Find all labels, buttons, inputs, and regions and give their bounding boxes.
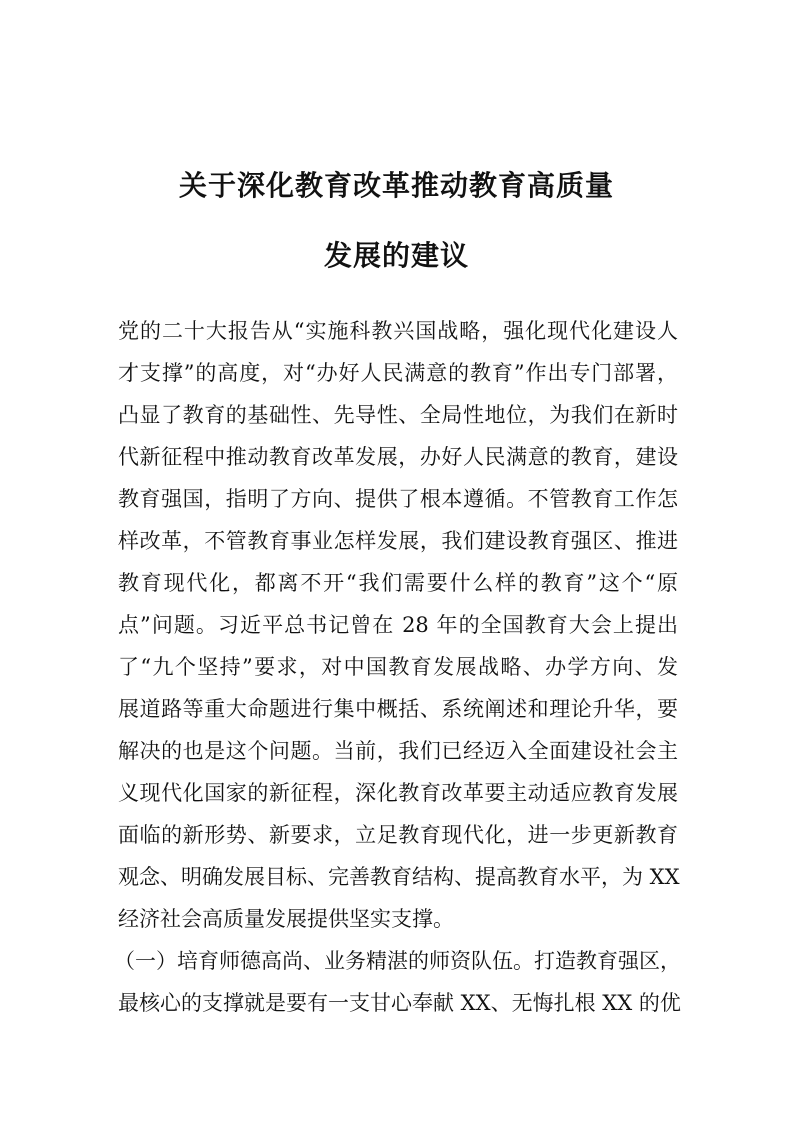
body-line: 代新征程中推动教育改革发展，办好人民满意的教育，建设 [118,445,678,469]
body-line: 党的二十大报告从“实施科教兴国战略，强化现代化建设人 [118,319,678,343]
body-line: 义现代化国家的新征程，深化教育改革要主动适应教育发展 [118,781,678,805]
body-line: 展道路等重大命题进行集中概括、系统阐述和理论升华，要 [118,697,678,721]
body-line: 凸显了教育的基础性、先导性、全局性地位，为我们在新时 [118,403,678,427]
body-line: 教育现代化，都离不开“我们需要什么样的教育”这个“原 [118,571,678,595]
body-line: 了“九个坚持”要求，对中国教育发展战略、办学方向、发 [118,655,678,679]
body-line: 点”问题。习近平总书记曾在 28 年的全国教育大会上提出 [118,613,678,637]
document-body [114,310,681,1024]
body-line: 经济社会高质量发展提供坚实支撑。 [118,907,454,931]
section-heading-line: （一）培育师德高尚、业务精湛的师资队伍。打造教育强区， [114,949,681,973]
body-line: 才支撑”的高度，对“办好人民满意的教育”作出专门部署， [118,361,678,385]
body-line: 最核心的支撑就是要有一支甘心奉献 XX、无悔扎根 XX 的优 [118,991,681,1015]
body-line: 观念、明确发展目标、完善教育结构、提高教育水平，为 XX [118,865,680,889]
document-title-line-2: 发展的建议 [323,239,469,272]
body-line: 教育强国，指明了方向、提供了根本遵循。不管教育工作怎 [118,487,678,511]
body-line: 样改革，不管教育事业怎样发展，我们建设教育强区、推进 [118,529,678,553]
body-line: 解决的也是这个问题。当前，我们已经迈入全面建设社会主 [118,739,678,763]
document-title-line-1: 关于深化教育改革推动教育高质量 [178,169,614,202]
body-line: 面临的新形势、新要求，立足教育现代化，进一步更新教育 [118,823,678,847]
